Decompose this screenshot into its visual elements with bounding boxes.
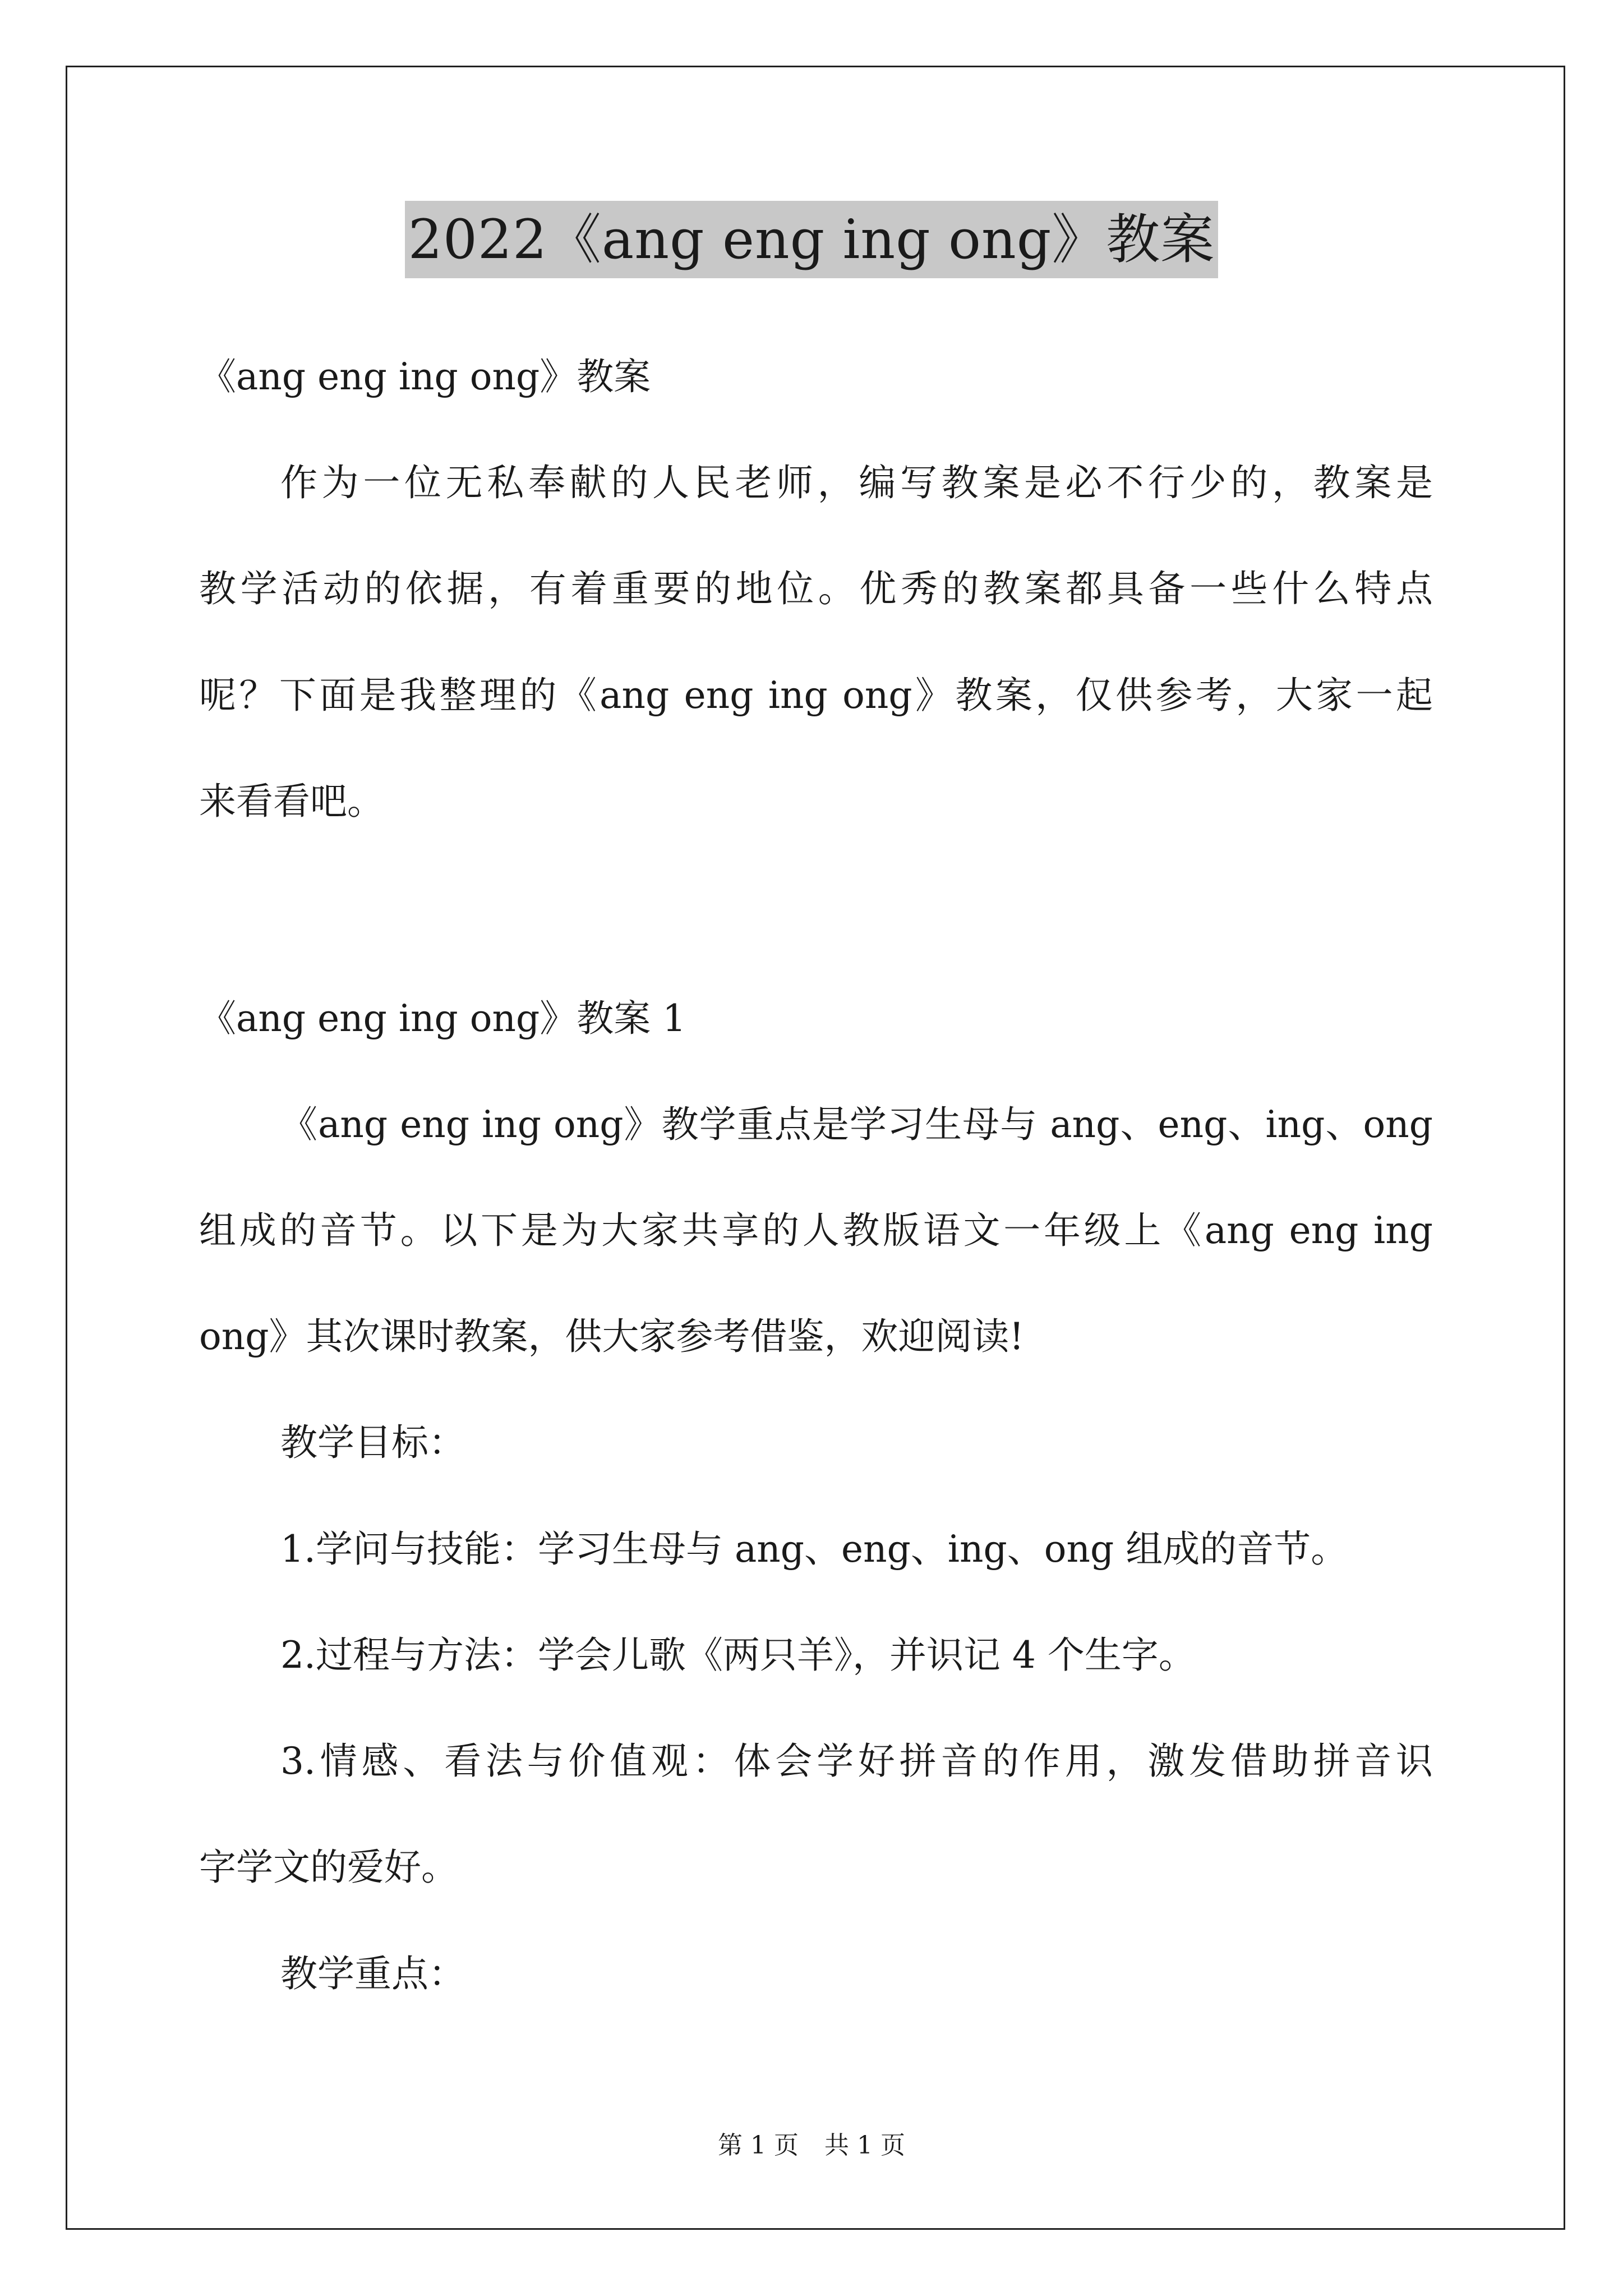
keypoints-label: 教学重点： xyxy=(280,1952,465,1995)
title-container xyxy=(0,201,1623,278)
section-heading-1: 《ang eng ing ong》教案 1 xyxy=(199,997,686,1040)
section1-paragraph-line-1: 《ang eng ing ong》教学重点是学习生母与 ang、eng、ing、ong xyxy=(280,1103,1433,1146)
objective-1: 1.学问与技能：学习生母与 ang、eng、ing、ong 组成的音节。 xyxy=(280,1527,1348,1571)
section1-paragraph-line-3: ong》其次课时教案，供大家参考借鉴，欢迎阅读! xyxy=(199,1315,1025,1358)
intro-line-1: 作为一位无私奉献的人民老师，编写教案是必不行少的，教案是 xyxy=(280,461,1433,504)
section1-paragraph-line-2: 组成的音节。以下是为大家共享的人教版语文一年级上《ang eng ing xyxy=(199,1209,1433,1252)
intro-line-2: 教学活动的依据，有着重要的地位。优秀的教案都具备一些什么特点 xyxy=(199,567,1433,610)
intro-line-4: 来看看吧。 xyxy=(199,780,384,823)
page-number-total: 共 1 页 xyxy=(824,2131,905,2160)
objectives-label: 教学目标： xyxy=(280,1421,465,1464)
objective-2: 2.过程与方法：学会儿歌《两只羊》，并识记 4 个生字。 xyxy=(280,1634,1196,1677)
page-footer xyxy=(0,2129,1623,2162)
document-title: 2022《ang eng ing ong》教案 xyxy=(405,201,1219,278)
objective-3-line-2: 字学文的爱好。 xyxy=(199,1846,458,1889)
objective-3-line-1: 3.情感、看法与价值观：体会学好拼音的作用，激发借助拼音识 xyxy=(280,1740,1433,1783)
intro-line-3: 呢？下面是我整理的《ang eng ing ong》教案，仅供参考，大家一起 xyxy=(199,674,1433,717)
page-number-current: 第 1 页 xyxy=(718,2131,799,2160)
document-subtitle: 《ang eng ing ong》教案 xyxy=(199,355,651,398)
